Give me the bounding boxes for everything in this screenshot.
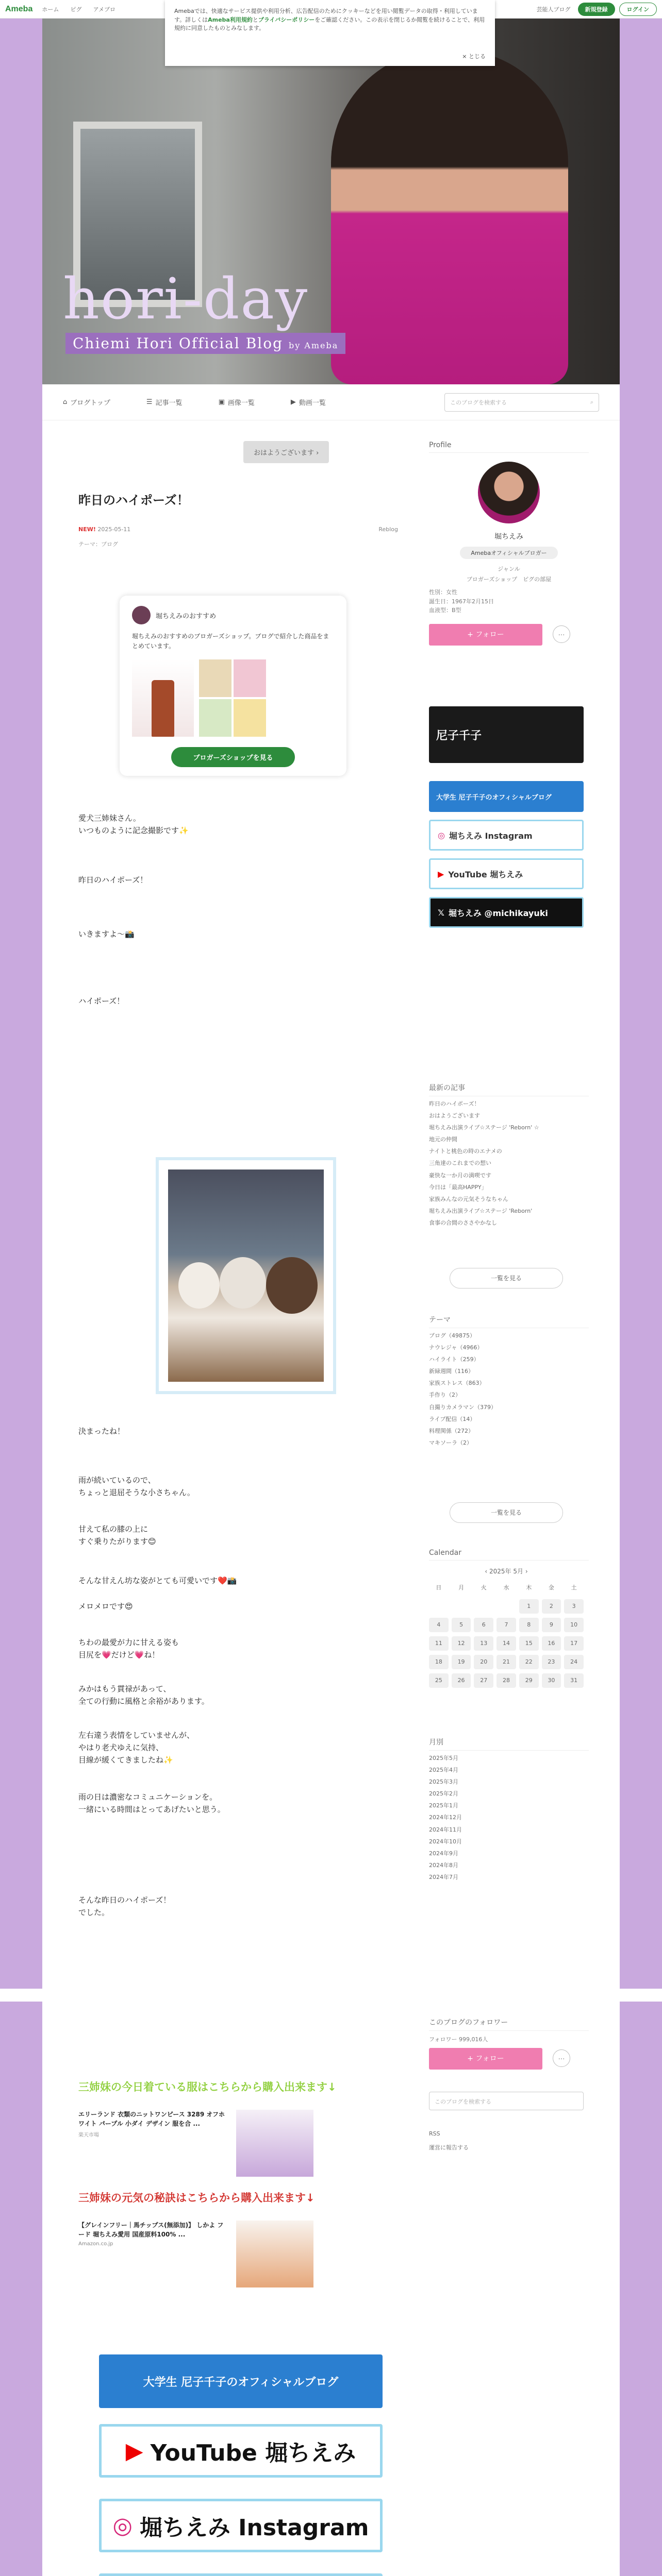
archive-item[interactable]: 2025年3月 <box>429 1778 458 1786</box>
recent-item[interactable]: 食事の合間のささやかなし <box>429 1219 497 1226</box>
x-icon: 𝕏 <box>438 907 444 918</box>
banner-youtube-label: YouTube 堀ちえみ <box>150 2440 356 2466</box>
profile-gender: 性別：女性 <box>429 589 457 596</box>
blog-powered-by: by Ameba <box>288 341 339 350</box>
archive-item[interactable]: 2024年7月 <box>429 1873 458 1880</box>
archive-item[interactable]: 2024年12月 <box>429 1814 462 1821</box>
calendar-title: Calendar <box>429 1549 589 1561</box>
calendar-day[interactable]: 22 <box>519 1655 539 1669</box>
archive-item[interactable]: 2025年5月 <box>429 1755 458 1761</box>
archive-item[interactable]: 2025年1月 <box>429 1802 458 1809</box>
recent-item[interactable]: 今日は「最高HAPPY」 <box>429 1183 487 1191</box>
calendar-day[interactable]: 1 <box>519 1599 539 1614</box>
recent-item[interactable]: 堀ちえみ出演ライブ☆ステージ 'Reborn' ☆ <box>429 1124 539 1131</box>
nav-pigg[interactable]: ピグ <box>70 6 82 13</box>
nav-videos[interactable] <box>291 397 326 407</box>
recent-item[interactable]: 豪快な一か月の満喫です <box>429 1172 491 1179</box>
calendar-day[interactable]: 27 <box>474 1673 493 1688</box>
blog-header-banner[interactable] <box>42 19 620 384</box>
recommend-card <box>120 596 346 776</box>
main-content <box>42 420 620 1989</box>
banner-x[interactable] <box>99 2573 383 2576</box>
notice-text: Amebaでは、快適なサービス提供や利用分析、広告配信のためにクッキーなどを用い閲覧データの取得・利用しています。詳しくは <box>174 8 478 23</box>
lower-content <box>42 2002 620 2576</box>
recommend-desc: 堀ちえみのおすすめのブロガーズショップ。ブログで紹介した商品をまとめています。 <box>132 633 329 650</box>
calendar-weekday: 月 <box>458 1584 465 1591</box>
calendar-weekday: 土 <box>571 1584 577 1591</box>
calendar-day[interactable]: 12 <box>452 1636 471 1651</box>
recent-title: 最新の記事 <box>429 1082 589 1096</box>
theme-more-button[interactable]: 一覧を見る <box>450 1502 563 1523</box>
paragraph: 雨の日は濃密なコミュニケーションを。 一緒にいる時間はとってあげたいと思う。 <box>78 1792 225 1814</box>
signup-button[interactable]: 新規登録 <box>578 3 615 16</box>
calendar-day[interactable]: 29 <box>519 1673 539 1688</box>
follow-button[interactable]: + フォロー <box>429 2048 542 2070</box>
next-month-icon[interactable]: › <box>523 1568 528 1575</box>
paragraph: 昨日のハイポーズ！ <box>78 875 148 885</box>
calendar-day[interactable]: 8 <box>519 1618 539 1632</box>
calendar-day[interactable]: 4 <box>429 1618 449 1632</box>
paragraph: そんな昨日のハイポーズ！ でした。 <box>78 1895 171 1917</box>
calendar-day[interactable]: 15 <box>519 1636 539 1651</box>
paragraph: みかはもう貫禄があって、 全ての行動に風格と余裕があります。 <box>78 1684 209 1706</box>
banner-instagram[interactable] <box>99 2499 383 2552</box>
shop-heading-food: 三姉妹の元気の秘訣はこちらから購入出来ます↓ <box>78 2192 315 2204</box>
rss-link[interactable]: RSS <box>429 2130 440 2137</box>
calendar-day[interactable]: 16 <box>542 1636 561 1651</box>
more-icon[interactable]: … <box>553 2049 570 2067</box>
side-banner-youtube[interactable] <box>429 858 584 889</box>
calendar-weekday: 木 <box>526 1584 532 1591</box>
instagram-icon: ◎ <box>438 830 445 840</box>
product-card-title[interactable]: エリーランド 衣類のニットワンピース 3289 オフホワイト パープル 小ダイ デザイン 服を合 ... <box>78 2111 225 2127</box>
product-card-clothes[interactable] <box>78 2105 321 2177</box>
notice-and: と <box>252 16 258 23</box>
profile-avatar[interactable] <box>478 462 540 523</box>
paragraph: 左右違う表情をしていませんが、 やはり老犬ゆえに気持、 目線が緩くてきましたね✨ <box>78 1731 195 1765</box>
calendar-day[interactable]: 30 <box>542 1673 561 1688</box>
theme-item[interactable]: ブログ（49875） <box>429 1332 475 1339</box>
calendar-weekday: 火 <box>481 1584 487 1591</box>
archive-list <box>429 1752 584 1883</box>
theme-title: テーマ <box>429 1314 589 1328</box>
blog-search-input[interactable] <box>444 393 599 412</box>
calendar-day <box>474 1599 493 1614</box>
paragraph: メロメロです😍 <box>78 1602 133 1611</box>
side-banner-youtube-label: YouTube 堀ちえみ <box>448 869 523 879</box>
archive-item[interactable]: 2024年10月 <box>429 1838 462 1845</box>
next-entry-button[interactable]: おはようございます › <box>243 441 329 463</box>
notice-tail: をご確認ください。この表示を閉じるか閲覧を続けることで、利用規約に同意したものとみなします。 <box>174 16 485 31</box>
paragraph: いきますよ〜📸 <box>78 929 135 939</box>
archive-item[interactable]: 2024年9月 <box>429 1850 458 1857</box>
banner-x-label <box>127 2571 380 2576</box>
product-card-image[interactable] <box>236 2110 313 2177</box>
article-title[interactable]: 昨日のハイポーズ！ <box>78 493 189 507</box>
shop-heading-clothes: 三姉妹の今日着ている服はこちらから購入出来ます↓ <box>78 2081 337 2093</box>
reblog-link[interactable]: Reblog <box>378 526 398 533</box>
theme-item[interactable]: マキソーラ（2） <box>429 1439 472 1446</box>
nav-videos-label: 動画一覧 <box>299 399 326 407</box>
article-date: 2025-05-11 <box>97 526 131 533</box>
side-banner-book[interactable]: 尼子千子 <box>429 706 584 763</box>
article-meta <box>78 526 398 533</box>
home-icon: ⌂ <box>63 398 68 406</box>
paragraph: ハイポーズ！ <box>78 996 125 1006</box>
product-card-image[interactable] <box>236 2221 313 2287</box>
banner-youtube[interactable] <box>99 2424 383 2478</box>
next-entry-label: おはようございます <box>254 449 315 457</box>
blog-title: hori-day <box>63 266 309 332</box>
nav-images-label: 画像一覧 <box>227 399 255 407</box>
notice-close-button[interactable]: × とじる <box>462 53 486 60</box>
calendar-day[interactable]: 9 <box>542 1618 561 1632</box>
calendar-day[interactable]: 20 <box>474 1655 493 1669</box>
calendar-day[interactable]: 23 <box>542 1655 561 1669</box>
article-theme[interactable]: テーマ：ブログ <box>78 541 118 548</box>
ameba-logo[interactable]: Ameba <box>5 4 33 13</box>
side-banner-blog[interactable]: 大学生 尼子千子のオフィシャルブログ <box>429 781 584 812</box>
archive-item[interactable]: 2024年8月 <box>429 1861 458 1869</box>
nav-blog-top[interactable] <box>63 397 110 407</box>
nav-entries-label: 記事一覧 <box>155 399 183 407</box>
recommend-title: 堀ちえみのおすすめ <box>156 612 217 620</box>
avatar <box>132 606 151 624</box>
calendar-day[interactable]: 19 <box>452 1655 471 1669</box>
profile-genre[interactable]: ジャンル <box>498 566 520 572</box>
profile-links[interactable]: ブロガーズショップ ピグの部屋 <box>466 576 552 583</box>
profile-info <box>429 588 494 615</box>
archive-item[interactable]: 2025年2月 <box>429 1790 458 1798</box>
calendar-day[interactable]: 7 <box>496 1618 516 1632</box>
calendar-month-label: 2025年 5月 <box>489 1568 523 1575</box>
side-banner-x-label: 堀ちえみ @michikayuki <box>448 908 548 918</box>
calendar-day[interactable]: 2 <box>542 1599 561 1614</box>
side-banner-instagram[interactable] <box>429 820 584 851</box>
profile-title: Profile <box>429 441 589 453</box>
calendar-day <box>496 1599 516 1614</box>
prev-month-icon[interactable]: ‹ <box>485 1568 489 1575</box>
paragraph: そんな甘えん坊な姿がとても可愛いです❤️📸 <box>78 1576 237 1585</box>
banner-official-blog[interactable]: 大学生 尼子千子のオフィシャルブログ <box>99 2354 383 2408</box>
nav-blog-top-label: ブログトップ <box>70 399 110 407</box>
calendar-day[interactable]: 26 <box>452 1673 471 1688</box>
paragraph: 甘えて私の膝の上に すぐ乗りたがります😊 <box>78 1524 156 1546</box>
calendar-day[interactable]: 11 <box>429 1636 449 1651</box>
new-badge: NEW! <box>78 526 96 533</box>
paragraph: 雨が続いているので、 ちょっと退屈そうな小さちゃん。 <box>78 1476 195 1497</box>
calendar-day[interactable]: 18 <box>429 1655 449 1669</box>
banner-instagram-label: 堀ちえみ Instagram <box>139 2515 369 2541</box>
calendar-day[interactable]: 25 <box>429 1673 449 1688</box>
recent-item[interactable]: 堀ちえみ出演ライブ☆ステージ 'Reborn' <box>429 1207 533 1214</box>
login-button[interactable]: ログイン <box>619 3 657 16</box>
profile-name[interactable]: 堀ちえみ <box>494 533 523 541</box>
calendar-day[interactable]: 31 <box>564 1673 584 1688</box>
blog-nav <box>42 384 620 420</box>
paragraph: 決まったね！ <box>78 1427 125 1436</box>
calendar-day <box>452 1599 471 1614</box>
search-icon[interactable]: ⌕ <box>590 398 593 405</box>
calendar-day[interactable]: 10 <box>564 1618 584 1632</box>
calendar-weekday: 日 <box>436 1584 442 1591</box>
calendar-day[interactable]: 6 <box>474 1618 493 1632</box>
paragraph: ちわの最愛が力に甘える姿も 目尻を💗だけど💗ね！ <box>78 1638 179 1659</box>
profile-bloodtype: 血液型：B型 <box>429 607 461 614</box>
privacy-link[interactable]: プライバシーポリシー <box>258 16 315 23</box>
theme-item[interactable]: 料理関係（272） <box>429 1427 474 1434</box>
product-image[interactable] <box>199 659 266 737</box>
image-icon: ▣ <box>218 398 225 406</box>
calendar-weekday: 金 <box>548 1584 554 1591</box>
nav-entries[interactable] <box>146 397 183 407</box>
theme-item[interactable]: ナウレジャ（4966） <box>429 1344 483 1351</box>
calendar-month <box>429 1567 584 1575</box>
followers-title: このブログのフォロワー <box>429 2017 589 2031</box>
top-nav <box>42 5 125 13</box>
follow-button[interactable]: + フォロー <box>429 624 542 646</box>
theme-list <box>429 1330 584 1449</box>
archive-title: 月別 <box>429 1737 589 1751</box>
calendar-day[interactable]: 3 <box>564 1599 584 1614</box>
dog-photo[interactable] <box>156 1157 336 1394</box>
paragraph: 愛犬三姉妹さん。 いつものように記念撮影です✨ <box>78 814 189 835</box>
product-card-title[interactable]: 【グレインフリー｜馬チップス(無添加)】 しかよ フード 堀ちえみ愛用 国産原料100% ... <box>78 2222 224 2238</box>
more-icon[interactable]: … <box>553 625 570 643</box>
nav-ameblo[interactable]: アメブロ <box>93 6 115 13</box>
banner-portrait-image <box>331 49 568 384</box>
product-card-food[interactable] <box>78 2215 321 2287</box>
theme-item[interactable]: ハイライト（259） <box>429 1356 479 1363</box>
archive-item[interactable]: 2025年4月 <box>429 1767 458 1774</box>
follower-count: フォロワー 999,016人 <box>429 2036 488 2043</box>
product-card-source: 楽天市場 <box>78 2132 99 2138</box>
product-card-source: Amazon.co.jp <box>78 2241 113 2247</box>
report-blog-link[interactable]: 運営に報告する <box>429 2144 469 2151</box>
youtube-icon: ▶ <box>438 869 444 879</box>
calendar-day[interactable]: 5 <box>452 1618 471 1632</box>
calendar-day[interactable]: 28 <box>496 1673 516 1688</box>
blog-subtitle <box>65 333 345 354</box>
recent-item[interactable]: 家族みんなの元気そうなちゃん <box>429 1195 508 1202</box>
calendar-weekday: 水 <box>503 1584 509 1591</box>
recent-item[interactable]: おはようございます <box>429 1112 480 1120</box>
recent-item[interactable]: 地元の仲間 <box>429 1136 457 1143</box>
calendar-day[interactable]: 17 <box>564 1636 584 1651</box>
recent-item[interactable]: ナイトと桃色の時のエナメの <box>429 1148 502 1155</box>
archive-item[interactable]: 2024年11月 <box>429 1826 462 1833</box>
recent-list <box>429 1098 584 1229</box>
product-image[interactable] <box>132 659 194 737</box>
side-banner-instagram-label: 堀ちえみ Instagram <box>449 831 533 841</box>
bloggers-shop-button[interactable]: ブロガーズショップを見る <box>171 747 295 767</box>
theme-item[interactable]: 手作り（2） <box>429 1392 461 1399</box>
link-celeb[interactable]: 芸能人ブログ <box>536 6 571 13</box>
calendar <box>429 1567 584 1688</box>
video-icon: ▶ <box>290 398 296 406</box>
theme-item[interactable]: 家族ストレス（863） <box>429 1380 485 1387</box>
calendar-grid <box>429 1581 584 1688</box>
recent-more-button[interactable]: 一覧を見る <box>450 1268 563 1289</box>
theme-item[interactable]: 新緑週間（116） <box>429 1368 474 1375</box>
recent-item[interactable]: 三角達のこれまでの想い <box>429 1160 491 1167</box>
cookie-notice <box>165 0 495 66</box>
theme-item[interactable]: ライブ配信（14） <box>429 1415 476 1422</box>
search-placeholder: このブログを検索する <box>450 399 507 406</box>
blog-search-input[interactable]: このブログを検索する <box>429 2092 584 2110</box>
terms-link[interactable]: Ameba利用規約 <box>208 16 253 23</box>
nav-images[interactable] <box>219 397 255 407</box>
calendar-day[interactable]: 21 <box>496 1655 516 1669</box>
list-icon: ☰ <box>146 398 153 406</box>
calendar-day[interactable]: 24 <box>564 1655 584 1669</box>
recent-item[interactable]: 昨日のハイポーズ！ <box>429 1100 480 1107</box>
blog-subtitle-text: Chiemi Hori Official Blog <box>73 335 284 352</box>
profile-birthday: 誕生日：1967年2月15日 <box>429 598 494 605</box>
youtube-icon: ▶ <box>125 2437 143 2464</box>
side-banner-x[interactable] <box>429 897 584 928</box>
theme-item[interactable]: 自撮りカメラマン（379） <box>429 1403 496 1411</box>
nav-home[interactable]: ホーム <box>42 6 59 13</box>
calendar-day[interactable]: 14 <box>496 1636 516 1651</box>
calendar-day <box>429 1599 449 1614</box>
official-badge: Amebaオフィシャルブロガー <box>460 547 558 559</box>
instagram-icon: ◎ <box>112 2512 133 2539</box>
calendar-day[interactable]: 13 <box>474 1636 493 1651</box>
